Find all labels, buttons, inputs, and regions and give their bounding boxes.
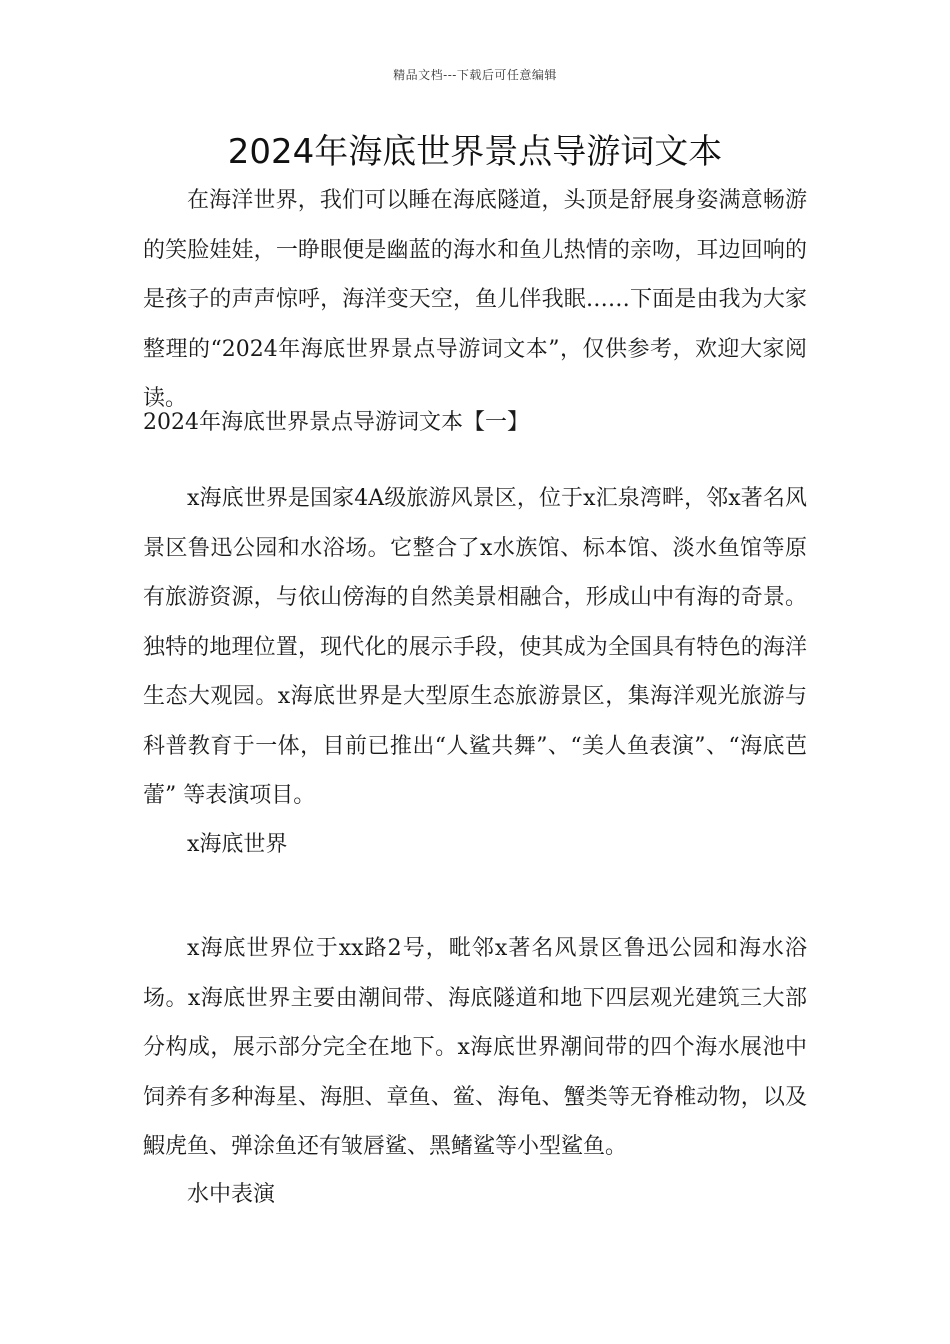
header-note: 精品文档---下载后可任意编辑 (393, 68, 557, 82)
subheading-aquarium: x海底世界 (187, 832, 288, 857)
document-title: 2024年海底世界景点导游词文本 (227, 132, 723, 172)
subheading-water-show: 水中表演 (187, 1182, 276, 1207)
intro-paragraph: 在海洋世界，我们可以睡在海底隧道，头顶是舒展身姿满意畅游的笑脸娃娃，一睁眼便是幽蓝的海水和鱼儿热情的亲吻，耳边回响的是孩子的声声惊呼，海洋变天空，鱼儿伴我眠……下面是由我为大家整理的“2024年海底世界景点导游词文本”，仅供参考，欢迎大家阅读。 (143, 188, 807, 411)
section1-paragraph: x海底世界是国家4A级旅游风景区，位于x汇泉湾畔，邻x著名风景区鲁迅公园和水浴场。它整合了x水族馆、标本馆、淡水鱼馆等原有旅游资源，与依山傍海的自然美景相融合，形成山中有海的奇景。独特的地理位置，现代化的展示手段，使其成为全国具有特色的海洋生态大观园。x海底世界是大型原生态旅游景区，集海洋观光旅游与科普教育于一体，目前已推出“人鲨共舞”、“美人鱼表演”、“海底芭蕾” 等表演项目。 (143, 486, 807, 808)
section2-paragraph: x海底世界位于xx路2号，毗邻x著名风景区鲁迅公园和海水浴场。x海底世界主要由潮间带、海底隧道和地下四层观光建筑三大部分构成，展示部分完全在地下。x海底世界潮间带的四个海水展池中饲养有多种海星、海胆、章鱼、鲎、海龟、蟹类等无脊椎动物，以及鰕虎鱼、弹涂鱼还有皱唇鲨、黑鳍鲨等小型鲨鱼。 (143, 936, 807, 1159)
section-heading: 2024年海底世界景点导游词文本【一】 (143, 410, 529, 435)
